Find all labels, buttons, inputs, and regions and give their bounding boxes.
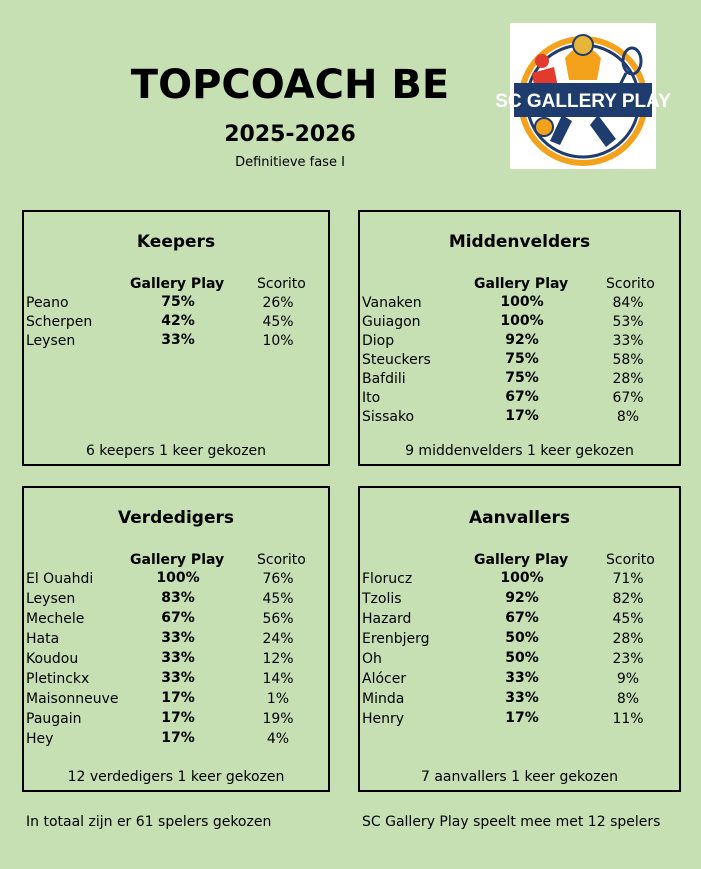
keepers-rows xyxy=(26,294,328,351)
panel-title: Keepers xyxy=(136,232,216,252)
gallery-play-value: 17% xyxy=(505,710,539,726)
scorito-value: 24% xyxy=(262,631,294,647)
player-name: Tzolis xyxy=(362,591,402,607)
table-row xyxy=(26,690,328,710)
table-row xyxy=(362,332,679,351)
player-name: Paugain xyxy=(26,711,82,727)
gallery-play-value: 17% xyxy=(161,730,195,746)
gallery-play-header: Gallery Play xyxy=(474,552,569,568)
player-name: Peano xyxy=(26,295,69,311)
table-row xyxy=(26,730,328,750)
scorito-value: 11% xyxy=(612,711,644,727)
player-name: Pletinckx xyxy=(26,671,90,687)
gallery-play-value: 50% xyxy=(505,630,539,646)
aanvallers-panel xyxy=(358,486,681,792)
scorito-header: Scorito xyxy=(606,276,655,292)
gallery-play-value: 67% xyxy=(505,389,539,405)
table-row xyxy=(362,670,679,690)
scorito-value: 1% xyxy=(266,691,290,707)
scorito-header: Scorito xyxy=(257,276,306,292)
table-row xyxy=(26,313,328,332)
scorito-value: 45% xyxy=(612,611,644,627)
gallery-play-value: 75% xyxy=(505,351,539,367)
gallery-play-value: 92% xyxy=(505,332,539,348)
table-row xyxy=(362,590,679,610)
player-name: Alócer xyxy=(362,671,407,687)
gallery-play-value: 100% xyxy=(500,570,544,586)
gallery-play-value: 67% xyxy=(161,610,195,626)
gallery-play-value: 33% xyxy=(161,650,195,666)
scorito-value: 71% xyxy=(612,571,644,587)
gallery-play-header: Gallery Play xyxy=(130,276,225,292)
gallery-play-value: 33% xyxy=(505,670,539,686)
scorito-value: 84% xyxy=(612,295,644,311)
scorito-value: 12% xyxy=(262,651,294,667)
player-name: Leysen xyxy=(26,591,76,607)
scorito-value: 67% xyxy=(612,390,644,406)
player-name: Diop xyxy=(362,333,395,349)
gallery-play-value: 33% xyxy=(505,690,539,706)
scorito-value: 33% xyxy=(612,333,644,349)
club-logo-graphic xyxy=(495,23,671,169)
table-row xyxy=(362,630,679,650)
total-players-note: In totaal zijn er 61 spelers gekozen xyxy=(26,814,272,830)
table-row xyxy=(362,710,679,730)
scorito-value: 19% xyxy=(262,711,294,727)
scorito-value: 8% xyxy=(616,691,640,707)
player-name: Guiagon xyxy=(362,314,421,330)
table-row xyxy=(26,630,328,650)
scorito-value: 45% xyxy=(262,591,294,607)
scorito-value: 26% xyxy=(262,295,294,311)
player-name: Henry xyxy=(362,711,405,727)
gallery-play-header: Gallery Play xyxy=(130,552,225,568)
scorito-value: 53% xyxy=(612,314,644,330)
scorito-value: 28% xyxy=(612,631,644,647)
player-name: Hata xyxy=(26,631,60,647)
scorito-header: Scorito xyxy=(606,552,655,568)
gallery-play-value: 67% xyxy=(505,610,539,626)
player-name: Florucz xyxy=(362,571,413,587)
player-name: Erenbjerg xyxy=(362,631,430,647)
scorito-value: 45% xyxy=(262,314,294,330)
table-row xyxy=(362,570,679,590)
table-row xyxy=(26,650,328,670)
gallery-play-value: 42% xyxy=(161,313,195,329)
gallery-play-header: Gallery Play xyxy=(474,276,569,292)
panel-footer: 6 keepers 1 keer gekozen xyxy=(85,443,267,459)
table-row xyxy=(362,408,679,427)
gallery-play-value: 17% xyxy=(161,690,195,706)
gallery-play-value: 100% xyxy=(156,570,200,586)
gallery-play-value: 92% xyxy=(505,590,539,606)
table-row xyxy=(26,610,328,630)
gallery-play-value: 33% xyxy=(161,670,195,686)
player-name: Mechele xyxy=(26,611,85,627)
player-name: El Ouahdi xyxy=(26,571,94,587)
table-row xyxy=(26,710,328,730)
player-name: Oh xyxy=(362,651,382,667)
logo-text: SC GALLERY PLAY xyxy=(495,91,671,112)
gallery-play-value: 33% xyxy=(161,332,195,348)
middenvelders-panel xyxy=(358,210,681,466)
player-name: Minda xyxy=(362,691,405,707)
gallery-play-value: 83% xyxy=(161,590,195,606)
middenvelders-rows xyxy=(362,294,679,427)
table-row xyxy=(362,294,679,313)
scorito-value: 8% xyxy=(616,409,640,425)
table-row xyxy=(26,570,328,590)
gallery-play-value: 100% xyxy=(500,313,544,329)
player-name: Vanaken xyxy=(362,295,422,311)
table-row xyxy=(26,590,328,610)
verdedigers-rows xyxy=(26,570,328,750)
player-name: Hey xyxy=(26,731,54,747)
gallery-play-value: 75% xyxy=(161,294,195,310)
scorito-header: Scorito xyxy=(257,552,306,568)
gallery-play-value: 50% xyxy=(505,650,539,666)
gallery-play-value: 33% xyxy=(161,630,195,646)
table-row xyxy=(362,690,679,710)
panel-title: Verdedigers xyxy=(117,508,235,528)
table-row xyxy=(362,313,679,332)
season-label: 2025-2026 xyxy=(224,122,356,147)
panel-footer: 12 verdedigers 1 keer gekozen xyxy=(67,769,285,785)
scorito-value: 82% xyxy=(612,591,644,607)
page-title: TOPCOACH BE xyxy=(130,62,450,108)
table-row xyxy=(362,351,679,370)
phase-label: Definitieve fase I xyxy=(235,155,345,170)
panel-footer: 7 aanvallers 1 keer gekozen xyxy=(420,769,619,785)
aanvallers-rows xyxy=(362,570,679,730)
keepers-panel xyxy=(22,210,330,466)
scorito-value: 4% xyxy=(266,731,290,747)
club-logo xyxy=(495,23,671,169)
player-name: Ito xyxy=(362,390,381,406)
table-row xyxy=(26,294,328,313)
panel-title: Aanvallers xyxy=(469,508,570,528)
gallery-play-value: 17% xyxy=(161,710,195,726)
player-name: Bafdili xyxy=(362,371,406,387)
scorito-value: 23% xyxy=(612,651,644,667)
gallery-play-value: 17% xyxy=(505,408,539,424)
table-row xyxy=(362,610,679,630)
scorito-value: 14% xyxy=(262,671,294,687)
scorito-value: 76% xyxy=(262,571,294,587)
table-row xyxy=(362,650,679,670)
panel-title: Middenvelders xyxy=(448,232,591,252)
player-name: Maisonneuve xyxy=(26,691,119,707)
table-row xyxy=(26,670,328,690)
table-row xyxy=(362,389,679,408)
player-name: Hazard xyxy=(362,611,412,627)
panel-footer: 9 middenvelders 1 keer gekozen xyxy=(405,443,634,459)
player-name: Leysen xyxy=(26,333,76,349)
table-row xyxy=(362,370,679,389)
scorito-value: 28% xyxy=(612,371,644,387)
scorito-value: 56% xyxy=(262,611,294,627)
player-name: Scherpen xyxy=(26,314,93,330)
player-name: Koudou xyxy=(26,651,79,667)
table-row xyxy=(26,332,328,351)
gallery-play-value: 75% xyxy=(505,370,539,386)
scorito-value: 58% xyxy=(612,352,644,368)
scorito-value: 9% xyxy=(616,671,640,687)
gallery-play-value: 100% xyxy=(500,294,544,310)
player-name: Steuckers xyxy=(362,352,431,368)
player-name: Sissako xyxy=(362,409,415,425)
scorito-value: 10% xyxy=(262,333,294,349)
team-size-note: SC Gallery Play speelt mee met 12 spelers xyxy=(362,814,661,830)
verdedigers-panel xyxy=(22,486,330,792)
